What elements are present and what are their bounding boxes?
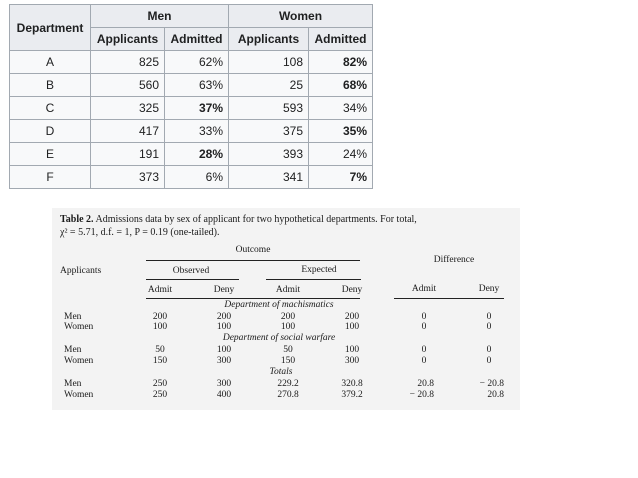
men-admitted-cell: 37% xyxy=(165,97,229,120)
men-applicants-cell: 417 xyxy=(91,120,165,143)
observed-deny-header: Deny xyxy=(213,285,235,295)
difference-admit-cell: 0 xyxy=(421,356,427,366)
difference-admit-cell: 0 xyxy=(421,322,427,332)
expected-admit-cell: 150 xyxy=(280,356,296,366)
expected-rule xyxy=(266,279,361,280)
admissions-by-department-table xyxy=(9,4,373,189)
department-header: Department xyxy=(10,5,91,51)
women-applicants-cell: 108 xyxy=(229,51,309,74)
expected-admit-cell: 270.8 xyxy=(277,390,299,400)
expected-admit-header: Admit xyxy=(275,285,301,295)
men-header: Men xyxy=(91,5,229,28)
observed-rule xyxy=(146,279,239,280)
observed-admit-cell: 250 xyxy=(152,390,168,400)
header-rule xyxy=(146,260,360,261)
difference-deny-cell: 0 xyxy=(486,356,492,366)
difference-deny-cell: 20.8 xyxy=(487,390,504,400)
department-cell: E xyxy=(10,143,91,166)
men-applicants-header: Applicants xyxy=(91,28,165,51)
difference-header: Difference xyxy=(433,255,475,265)
difference-header-rule xyxy=(394,298,504,299)
table-header-row xyxy=(10,5,373,28)
difference-admit-cell: 0 xyxy=(421,312,427,322)
observed-header: Observed xyxy=(172,266,210,276)
men-applicants-cell: 191 xyxy=(91,143,165,166)
men-applicants-cell: 560 xyxy=(91,74,165,97)
difference-deny-cell: − 20.8 xyxy=(479,379,504,389)
women-applicants-cell: 25 xyxy=(229,74,309,97)
women-admitted-header: Admitted xyxy=(309,28,373,51)
difference-admit-cell: 0 xyxy=(421,345,427,355)
women-applicants-cell: 593 xyxy=(229,97,309,120)
table-caption-text: Admissions data by sex of applicant for two hypothetical departments. For total, xyxy=(95,214,417,225)
men-admitted-cell: 62% xyxy=(165,51,229,74)
expected-admit-cell: 100 xyxy=(280,322,296,332)
observed-admit-cell: 50 xyxy=(155,345,165,355)
expected-deny-cell: 320.8 xyxy=(341,379,363,389)
section-title: Department of social warfare xyxy=(222,333,336,343)
row-label: Women xyxy=(64,356,94,366)
difference-admit-cell: − 20.8 xyxy=(409,390,434,400)
hypothetical-departments-table xyxy=(52,208,520,410)
observed-admit-header: Admit xyxy=(147,285,173,295)
women-admitted-cell: 7% xyxy=(309,166,373,189)
expected-deny-cell: 100 xyxy=(344,322,360,332)
outcome-header: Outcome xyxy=(235,245,271,255)
observed-deny-cell: 100 xyxy=(216,322,232,332)
men-admitted-cell: 33% xyxy=(165,120,229,143)
women-applicants-cell: 393 xyxy=(229,143,309,166)
table-row xyxy=(10,166,373,189)
observed-deny-cell: 300 xyxy=(216,356,232,366)
table-caption-line-2: χ² = 5.71, d.f. = 1, P = 0.19 (one-tailed). xyxy=(60,227,220,238)
women-admitted-cell: 34% xyxy=(309,97,373,120)
row-label: Men xyxy=(64,345,82,355)
men-admitted-header: Admitted xyxy=(165,28,229,51)
expected-deny-cell: 379.2 xyxy=(341,390,363,400)
observed-admit-cell: 200 xyxy=(152,312,168,322)
women-header: Women xyxy=(229,5,373,28)
observed-admit-cell: 250 xyxy=(152,379,168,389)
table-caption-line-1 xyxy=(60,214,417,225)
department-cell: A xyxy=(10,51,91,74)
women-admitted-cell: 82% xyxy=(309,51,373,74)
table-caption-title: Table 2. xyxy=(60,214,94,225)
women-admitted-cell: 68% xyxy=(309,74,373,97)
expected-deny-cell: 300 xyxy=(344,356,360,366)
expected-deny-cell: 100 xyxy=(344,345,360,355)
men-applicants-cell: 325 xyxy=(91,97,165,120)
department-cell: C xyxy=(10,97,91,120)
department-cell: D xyxy=(10,120,91,143)
column-header-rule xyxy=(146,298,360,299)
difference-admit-cell: 20.8 xyxy=(417,379,434,389)
table-row xyxy=(10,120,373,143)
table-row xyxy=(10,74,373,97)
department-cell: F xyxy=(10,166,91,189)
table-row xyxy=(10,51,373,74)
expected-admit-cell: 200 xyxy=(280,312,296,322)
men-admitted-cell: 63% xyxy=(165,74,229,97)
men-applicants-cell: 825 xyxy=(91,51,165,74)
expected-admit-cell: 50 xyxy=(283,345,293,355)
observed-deny-cell: 100 xyxy=(216,345,232,355)
table-row xyxy=(10,143,373,166)
observed-admit-cell: 150 xyxy=(152,356,168,366)
women-applicants-header: Applicants xyxy=(229,28,309,51)
men-applicants-cell: 373 xyxy=(91,166,165,189)
department-cell: B xyxy=(10,74,91,97)
expected-admit-cell: 229.2 xyxy=(277,379,299,389)
difference-deny-header: Deny xyxy=(478,284,500,294)
men-admitted-cell: 6% xyxy=(165,166,229,189)
women-applicants-cell: 375 xyxy=(229,120,309,143)
expected-deny-header: Deny xyxy=(341,285,363,295)
women-admitted-cell: 24% xyxy=(309,143,373,166)
table-row xyxy=(10,97,373,120)
observed-deny-cell: 400 xyxy=(216,390,232,400)
applicants-header: Applicants xyxy=(60,266,102,276)
row-label: Women xyxy=(64,390,94,400)
men-admitted-cell: 28% xyxy=(165,143,229,166)
women-admitted-cell: 35% xyxy=(309,120,373,143)
difference-admit-header: Admit xyxy=(411,284,437,294)
section-title: Department of machismatics xyxy=(224,300,334,310)
women-applicants-cell: 341 xyxy=(229,166,309,189)
expected-deny-cell: 200 xyxy=(344,312,360,322)
row-label: Men xyxy=(64,312,82,322)
section-title: Totals xyxy=(269,367,293,377)
difference-deny-cell: 0 xyxy=(486,345,492,355)
expected-header: Expected xyxy=(301,265,337,275)
difference-deny-cell: 0 xyxy=(486,322,492,332)
observed-deny-cell: 300 xyxy=(216,379,232,389)
row-label: Men xyxy=(64,379,82,389)
row-label: Women xyxy=(64,322,94,332)
observed-admit-cell: 100 xyxy=(152,322,168,332)
observed-deny-cell: 200 xyxy=(216,312,232,322)
difference-deny-cell: 0 xyxy=(486,312,492,322)
